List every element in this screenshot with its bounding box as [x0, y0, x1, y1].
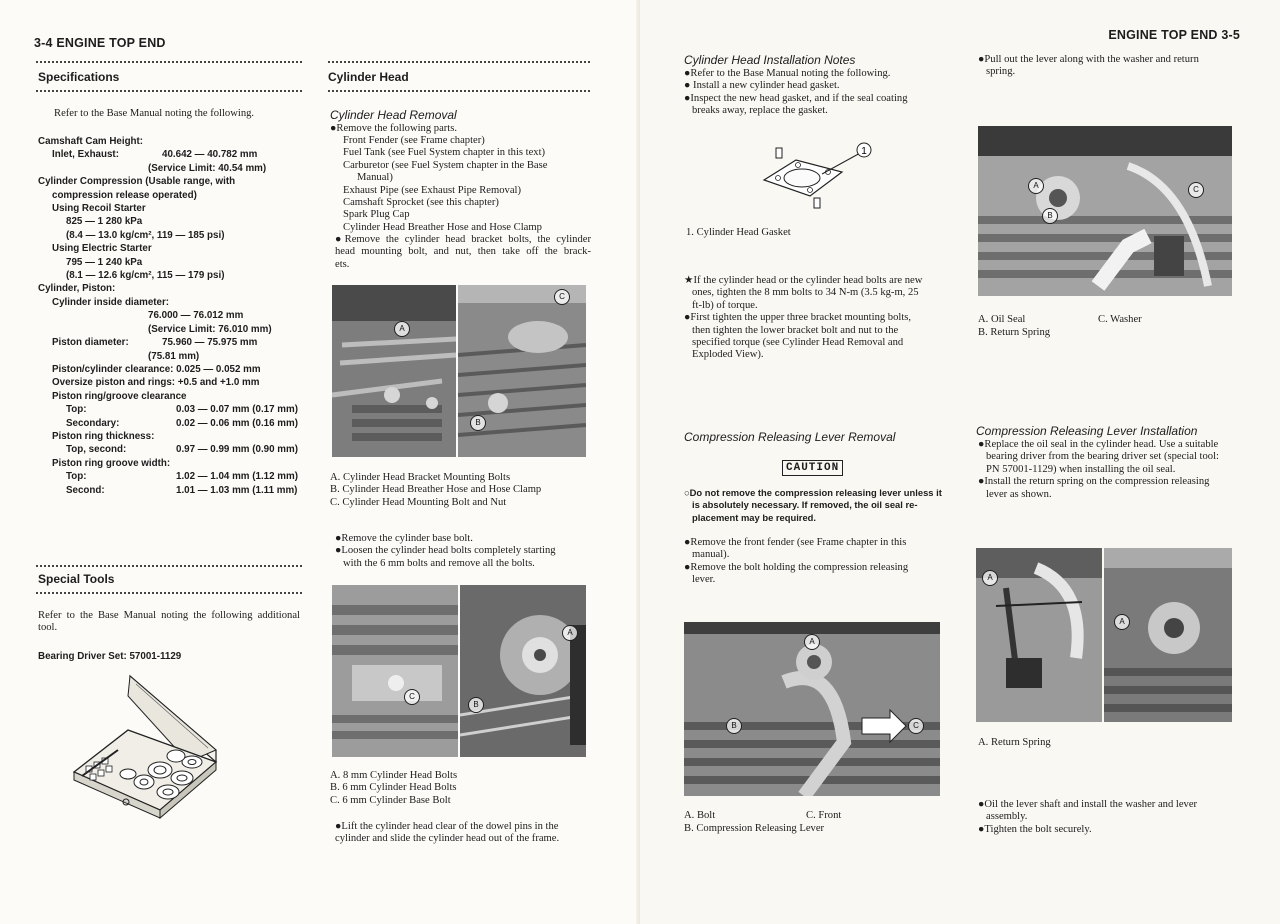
- tool-name: Bearing Driver Set: 57001-1129: [38, 651, 182, 662]
- text-line: spring.: [986, 66, 1016, 78]
- spec-label: Piston diameter:: [52, 337, 129, 349]
- spec-row: [38, 229, 328, 242]
- spec-label: Cylinder, Piston:: [38, 283, 116, 295]
- spec-value: 75.960 — 75.975 mm: [162, 337, 258, 349]
- text-line: ●Remove the cylinder head bracket bolts, the cylinder: [335, 234, 591, 245]
- photo-label-c: C: [1188, 182, 1204, 198]
- spec-label: (8.4 — 13.0 kg/cm², 119 — 185 psi): [66, 229, 225, 241]
- text-line: ●Loosen the cylinder head bolts completely starting: [335, 545, 556, 557]
- figure-caption: C. 6 mm Cylinder Base Bolt: [330, 794, 451, 806]
- spec-row: [38, 296, 328, 309]
- text-line: is absolutely necessary. If removed, the oil seal re-: [692, 499, 918, 511]
- gasket-caption: 1. Cylinder Head Gasket: [686, 227, 791, 238]
- special-tools-title: Special Tools: [38, 572, 115, 586]
- text-line: ●Replace the oil seal in the cylinder head. Use a suitable: [978, 439, 1219, 450]
- spec-value: 40.642 — 40.782 mm: [162, 149, 258, 161]
- text-line: ● Install a new cylinder head gasket.: [684, 80, 840, 92]
- spec-label: Piston ring groove width:: [52, 457, 171, 469]
- divider: [328, 61, 590, 63]
- spec-label: Secondary:: [66, 417, 120, 429]
- spec-row: [38, 162, 328, 175]
- text-line: PN 57001-1129) when installing the oil seal.: [986, 463, 1176, 475]
- text-line: lever.: [692, 574, 716, 586]
- text-line: ★If the cylinder head or the cylinder head bolts are new: [684, 275, 923, 286]
- spec-label: Top:: [66, 404, 87, 416]
- spec-row: [38, 309, 328, 322]
- spec-row: [38, 336, 328, 349]
- spec-row: [38, 376, 328, 389]
- spec-row: [38, 430, 328, 443]
- spec-row: [38, 323, 328, 336]
- spec-value: (Service Limit: 76.010 mm): [148, 323, 272, 335]
- lever-removal-instructions: [684, 537, 946, 587]
- pull-out-lever-instruction: [978, 54, 1240, 79]
- removal-part: Cylinder Head Breather Hose and Hose Clamp: [343, 221, 542, 233]
- spec-label: Piston/cylinder clearance: 0.025 — 0.052 mm: [52, 363, 261, 375]
- spec-label: Camshaft Cam Height:: [38, 136, 144, 147]
- photo-oil-seal: [978, 126, 1232, 296]
- photo-label-c: C: [404, 689, 420, 705]
- cylinder-base-bolt-instructions: [335, 533, 591, 570]
- spec-value: 0.03 — 0.07 mm (0.17 mm): [176, 404, 298, 416]
- photo-head-bolts-right: [460, 585, 586, 757]
- spec-label: [38, 350, 148, 363]
- text-line: ●Tighten the bolt securely.: [978, 823, 1092, 835]
- divider: [328, 90, 590, 92]
- tools-intro: Refer to the Base Manual noting the following additional tool.: [38, 610, 300, 634]
- caption-front: C. Front: [806, 810, 842, 821]
- specifications-title: Specifications: [38, 70, 120, 84]
- spec-label: compression release operated): [52, 189, 197, 201]
- divider: [36, 61, 302, 63]
- spec-label: Cylinder inside diameter:: [52, 296, 170, 308]
- spec-label: Top, second:: [66, 444, 127, 456]
- text-line: ●Inspect the new head gasket, and if the seal coating: [684, 92, 908, 104]
- specifications-list: [38, 135, 328, 497]
- spec-value: (75.81 mm): [148, 350, 200, 362]
- divider: [36, 592, 302, 594]
- photo-label-a: A: [394, 321, 410, 337]
- figure-1-captions: [330, 472, 541, 509]
- text-line: manual).: [692, 549, 730, 561]
- spec-value: 0.02 — 0.06 mm (0.16 mm): [176, 417, 298, 429]
- caption-compression-lever: B. Compression Releasing Lever: [684, 823, 825, 834]
- photo-label-a: A: [1028, 178, 1044, 194]
- text-line: ●Remove the cylinder base bolt.: [335, 533, 473, 544]
- removal-part: Front Fender (see Frame chapter): [343, 135, 485, 146]
- caption-oil-seal: A. Oil Seal: [978, 314, 1026, 325]
- figure-2-captions: [330, 770, 457, 807]
- divider: [36, 90, 302, 92]
- figure-caption: A. 8 mm Cylinder Head Bolts: [330, 770, 458, 781]
- spec-row: [38, 417, 328, 430]
- spec-row: [38, 135, 328, 148]
- figure-caption: B. 6 mm Cylinder Head Bolts: [330, 782, 457, 794]
- photo-label-b: B: [1042, 208, 1058, 224]
- text-line: ●Remove the front fender (see Frame chapter in this: [684, 537, 907, 548]
- spec-row: [38, 242, 328, 255]
- spec-row: [38, 390, 328, 403]
- installation-notes: [684, 68, 946, 118]
- spec-label: Cylinder Compression (Usable range, with: [38, 176, 236, 188]
- figure-caption: A. Cylinder Head Bracket Mounting Bolts: [330, 472, 511, 483]
- photo-label-a: A: [562, 625, 578, 641]
- text-line: ones, tighten the 8 mm bolts to 34 N-m (3.5 kg-m, 25: [692, 287, 919, 299]
- torque-instructions: [684, 275, 946, 362]
- spec-row: [38, 202, 328, 215]
- spec-row: [38, 256, 328, 269]
- removal-part: Fuel Tank (see Fuel System chapter in this text): [343, 147, 546, 159]
- photo-head-bolts-left: [332, 585, 458, 757]
- spec-label: Piston ring/groove clearance: [52, 390, 187, 402]
- spec-label: Piston ring thickness:: [52, 430, 155, 442]
- spec-label: 825 — 1 280 kPa: [66, 216, 143, 228]
- photo-label-b: B: [470, 415, 486, 431]
- photo-label-c: C: [908, 718, 924, 734]
- removal-part: Carburetor (see Fuel System chapter in the Base: [343, 159, 548, 171]
- divider: [36, 565, 302, 567]
- spec-value: 1.02 — 1.04 mm (1.12 mm): [176, 471, 298, 483]
- photo-return-spring-left: [976, 548, 1102, 722]
- spec-row: [38, 403, 328, 416]
- photo-label-a: A: [804, 634, 820, 650]
- text-line: ets.: [335, 258, 350, 270]
- text-line: breaks away, replace the gasket.: [692, 105, 828, 117]
- removal-part: Spark Plug Cap: [343, 209, 410, 221]
- removal-bullet: ●Remove the following parts.: [330, 123, 458, 134]
- spec-row: [38, 215, 328, 228]
- spec-value: 1.01 — 1.03 mm (1.11 mm): [176, 484, 298, 496]
- photo-label-a: A: [982, 570, 998, 586]
- spec-label: Oversize piston and rings: +0.5 and +1.0 mm: [52, 377, 260, 389]
- spec-label: [38, 309, 148, 322]
- spec-row: [38, 282, 328, 295]
- spec-row: [38, 148, 328, 161]
- text-line: ●Install the return spring on the compression releasing: [978, 476, 1210, 488]
- spec-value: 76.000 — 76.012 mm: [148, 310, 244, 322]
- spec-label: (8.1 — 12.6 kg/cm², 115 — 179 psi): [66, 270, 225, 282]
- spec-row: [38, 470, 328, 483]
- lever-removal-title: Compression Releasing Lever Removal: [684, 430, 896, 444]
- text-line: ●First tighten the upper three bracket mounting bolts,: [684, 312, 912, 324]
- spec-label: Top:: [66, 471, 87, 483]
- text-line: ●Pull out the lever along with the washer and return: [978, 54, 1199, 65]
- spec-row: [38, 363, 328, 376]
- cylinder-head-gasket-drawing: [756, 138, 872, 216]
- figure-caption: C. Cylinder Head Mounting Bolt and Nut: [330, 496, 507, 508]
- spec-row: [38, 269, 328, 282]
- spec-label: Second:: [66, 484, 105, 496]
- specs-intro: Refer to the Base Manual noting the following.: [54, 108, 255, 119]
- photo-bracket-bolts-right: [458, 285, 586, 457]
- page-header-right: ENGINE TOP END 3-5: [1108, 28, 1240, 42]
- text-line: ft-lb) of torque.: [692, 299, 758, 311]
- final-assembly-instructions: [978, 799, 1240, 836]
- spec-row: [38, 443, 328, 456]
- photo-label-a: A: [1114, 614, 1130, 630]
- text-line: with the 6 mm bolts and remove all the bolts.: [343, 557, 535, 569]
- text-line: assembly.: [986, 811, 1028, 823]
- spec-row: [38, 350, 328, 363]
- spec-label: [38, 323, 148, 336]
- spec-row: [38, 457, 328, 470]
- text-line: cylinder and slide the cylinder head out of the frame.: [335, 833, 560, 845]
- caption-return-spring: B. Return Spring: [978, 327, 1051, 338]
- photo-label-c: C: [554, 289, 570, 305]
- spec-label: Using Recoil Starter: [52, 203, 146, 215]
- photo-return-spring-right: [1104, 548, 1232, 722]
- caption-washer: C. Washer: [1098, 314, 1142, 325]
- spec-label: 795 — 1 240 kPa: [66, 256, 143, 268]
- caption-bolt: A. Bolt: [684, 810, 716, 821]
- text-line: ●Remove the bolt holding the compression releasing: [684, 561, 909, 573]
- spec-row: [38, 175, 328, 188]
- caption-return-spring-install: A. Return Spring: [978, 737, 1051, 748]
- bearing-driver-set-illustration: [68, 670, 254, 820]
- text-line: then tighten the lower bracket bolt and nut to the: [692, 324, 899, 336]
- gasket-callout-number: 1: [861, 146, 867, 157]
- page-header-left: 3-4 ENGINE TOP END: [34, 36, 166, 50]
- spec-value: (Service Limit: 40.54 mm): [148, 162, 267, 174]
- cylinder-head-title: Cylinder Head: [328, 70, 409, 84]
- spec-label: [38, 162, 148, 175]
- text-line: Exploded View).: [692, 349, 764, 361]
- text-line: lever as shown.: [986, 488, 1052, 500]
- removal-part: Camshaft Sprocket (see this chapter): [343, 197, 499, 209]
- text-line: ○Do not remove the compression releasing lever unless it: [684, 487, 942, 498]
- text-line: specified torque (see Cylinder Head Removal and: [692, 337, 904, 349]
- right-page: [640, 0, 1280, 924]
- caution-box: CAUTION: [782, 460, 843, 476]
- spec-value: 0.97 — 0.99 mm (0.90 mm): [176, 444, 298, 456]
- photo-bracket-bolts-left: [332, 285, 456, 457]
- spec-row: [38, 189, 328, 202]
- caution-text: [684, 487, 946, 524]
- bracket-bolts-instruction: [335, 234, 591, 271]
- photo-label-b: B: [468, 697, 484, 713]
- text-line: ●Lift the cylinder head clear of the dowel pins in the: [335, 821, 559, 832]
- text-line: ●Refer to the Base Manual noting the following.: [684, 68, 891, 79]
- photo-label-b: B: [726, 718, 742, 734]
- text-line: ●Oil the lever shaft and install the washer and lever: [978, 799, 1198, 810]
- lift-cylinder-head-instruction: [335, 821, 591, 846]
- removal-part: Exhaust Pipe (see Exhaust Pipe Removal): [343, 184, 521, 196]
- spec-label: Inlet, Exhaust:: [52, 149, 119, 161]
- removal-part: Manual): [357, 172, 393, 184]
- text-line: head mounting bolt, and nut, then take off the brack-: [335, 246, 591, 258]
- lever-installation-instructions: [978, 439, 1240, 501]
- text-line: placement may be required.: [692, 511, 817, 523]
- photo-compression-lever: [684, 622, 940, 796]
- lever-installation-title: Compression Releasing Lever Installation: [976, 424, 1198, 438]
- cylinder-head-removal-title: Cylinder Head Removal: [330, 108, 457, 122]
- installation-notes-title: Cylinder Head Installation Notes: [684, 53, 856, 67]
- text-line: bearing driver from the bearing driver set (special tool:: [986, 451, 1219, 463]
- figure-caption: B. Cylinder Head Breather Hose and Hose Clamp: [330, 484, 542, 496]
- spec-row: [38, 484, 328, 497]
- spec-label: Using Electric Starter: [52, 243, 152, 255]
- parts-list: [343, 135, 591, 234]
